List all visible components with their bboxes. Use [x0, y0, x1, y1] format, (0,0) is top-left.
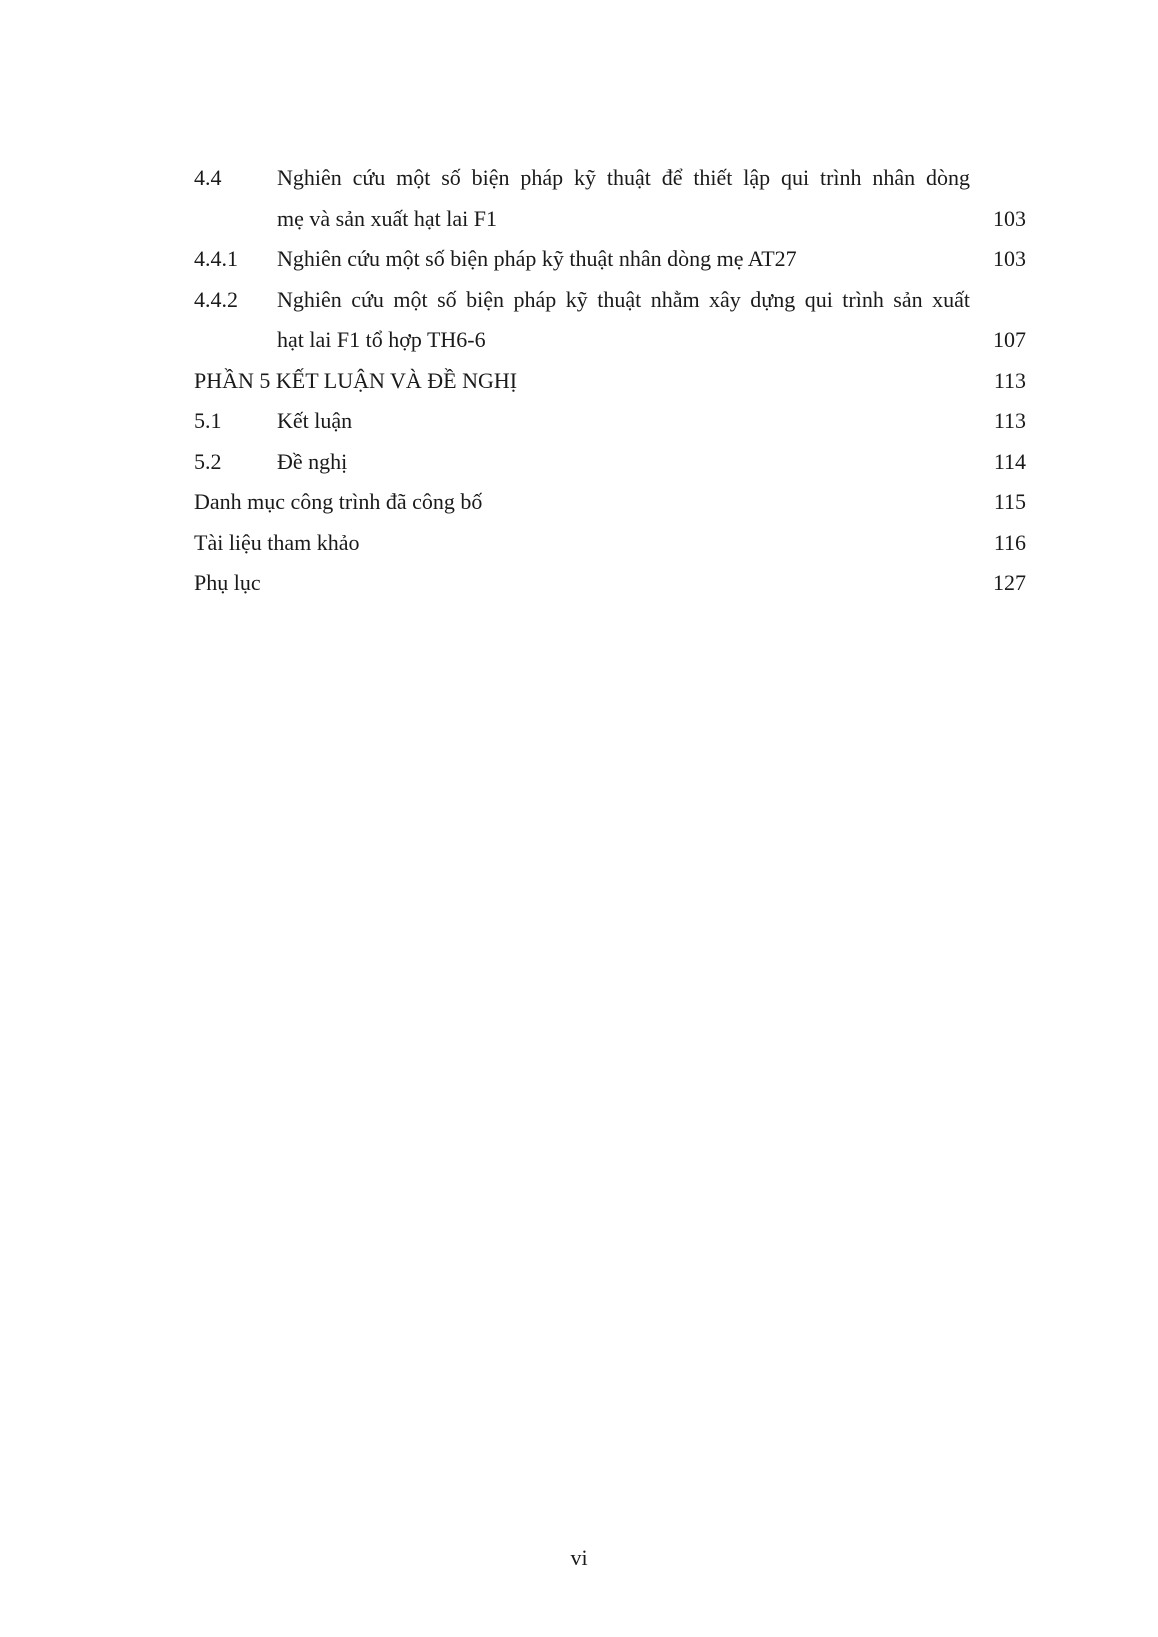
toc-entry-title: Nghiên cứu một số biện pháp kỹ thuật nhằm xây dựng qui trình sản xuất: [277, 286, 970, 312]
toc-entry-title: Danh mục công trình đã công bố: [194, 489, 483, 514]
toc-entry-4-4-2-line1: [194, 280, 1026, 321]
toc-entry-4-4-1: [194, 239, 1026, 280]
toc-entry-page: 103: [993, 246, 1026, 271]
toc-entry-title-continued: hạt lai F1 tổ hợp TH6-6: [277, 327, 486, 352]
toc-entry-title: Nghiên cứu một số biện pháp kỹ thuật nhân dòng mẹ AT27: [277, 246, 797, 271]
toc-entry-appendix: [194, 563, 1026, 604]
page-number-footer: vi: [570, 1545, 588, 1570]
toc-entry-page: 116: [993, 529, 1026, 555]
toc-entry-references: [194, 523, 1026, 564]
toc-entry-title: Phụ lục: [194, 570, 261, 595]
toc-entry-title: Tài liệu tham khảo: [194, 529, 360, 555]
toc-entry-page: 127: [993, 570, 1026, 595]
toc-entry-page: 107: [993, 327, 1026, 352]
toc-entry-4-4-line2: [194, 199, 1026, 240]
toc-entry-5-2: [194, 442, 1026, 483]
toc-entry-part-5: [194, 361, 1026, 402]
toc-entry-number: 4.4.2: [194, 286, 238, 312]
toc-entry-publications: [194, 482, 1026, 523]
toc-entry-number: 5.2: [194, 448, 222, 474]
toc-entry-page: 103: [993, 205, 1026, 231]
toc-entry-4-4-2-line2: [194, 320, 1026, 361]
toc-entry-title: Đề nghị: [277, 448, 348, 474]
toc-entry-page: 114: [993, 448, 1026, 474]
toc-entry-title: PHẦN 5 KẾT LUẬN VÀ ĐỀ NGHỊ: [194, 367, 518, 393]
toc-entry-4-4-line1: [194, 158, 1026, 199]
toc-entry-number: 5.1: [194, 408, 222, 433]
table-of-contents: [194, 158, 1026, 604]
toc-entry-number: 4.4.1: [194, 246, 238, 271]
toc-entry-title: Nghiên cứu một số biện pháp kỹ thuật để thiết lập qui trình nhân dòng: [277, 165, 970, 190]
toc-entry-page: 115: [993, 489, 1026, 514]
toc-entry-title-continued: mẹ và sản xuất hạt lai F1: [277, 205, 497, 231]
toc-entry-5-1: [194, 401, 1026, 442]
toc-entry-title: Kết luận: [277, 408, 353, 433]
toc-entry-page: 113: [993, 408, 1026, 433]
toc-entry-number: 4.4: [194, 165, 222, 190]
toc-entry-page: 113: [993, 367, 1026, 393]
